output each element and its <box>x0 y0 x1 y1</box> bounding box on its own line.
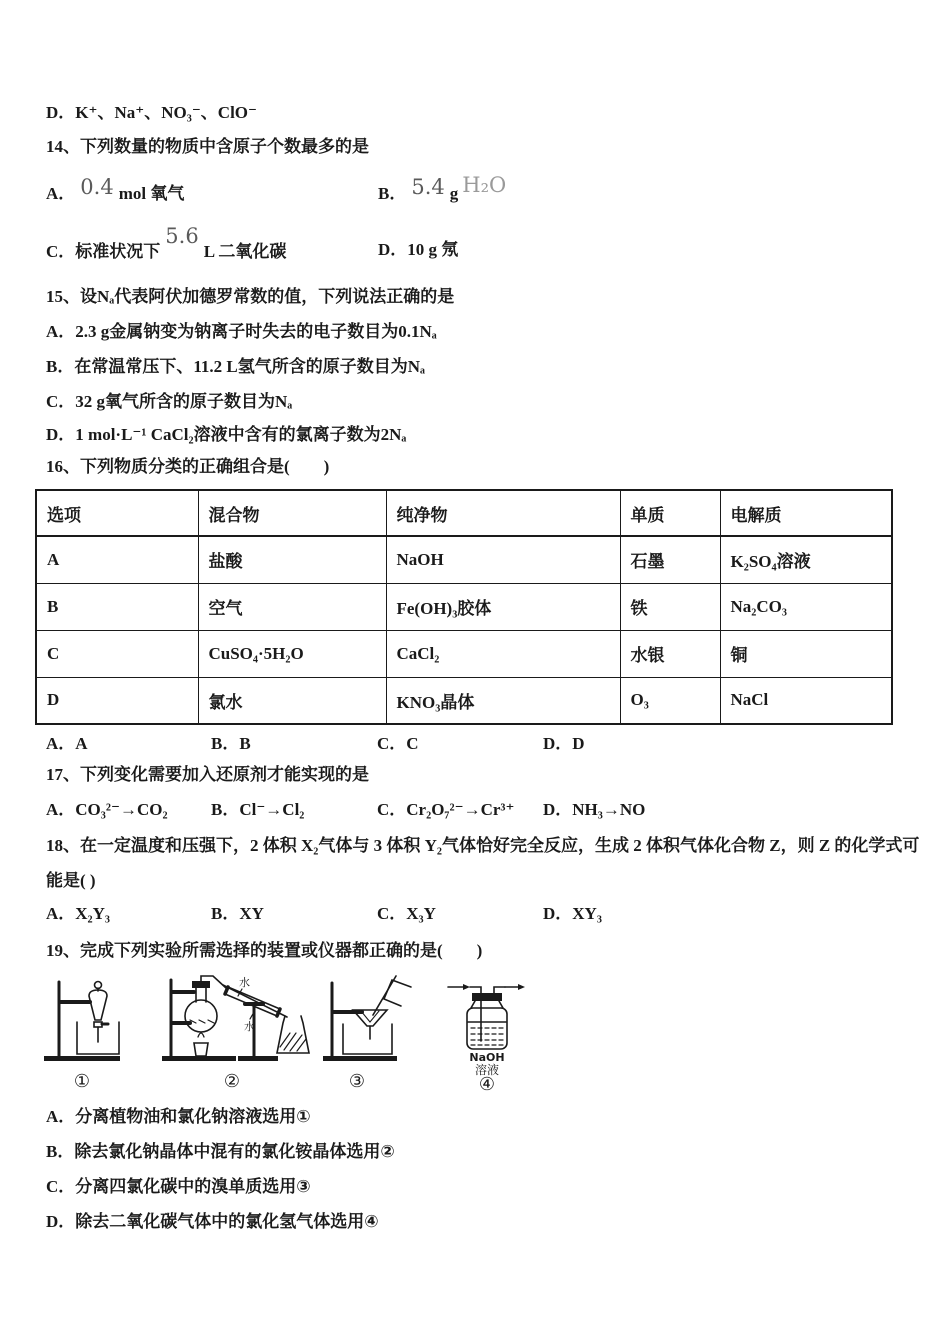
option-c-post: L 二氧化碳 <box>203 242 287 261</box>
table-cell: O₃ <box>620 677 720 724</box>
table-row <box>36 536 892 583</box>
question-17-option-d: D．NH₃→NO <box>543 800 646 819</box>
table-header-row <box>36 490 892 536</box>
table-header-cell: 电解质 <box>720 490 892 536</box>
option-b-label: B． <box>378 184 407 203</box>
classification-table <box>35 489 893 725</box>
question-14-title: 14、下列数量的物质中含原子个数最多的是 <box>46 137 369 156</box>
table-cell: KNO₃晶体 <box>386 677 620 724</box>
formula-0-4: 0.4 <box>80 175 114 199</box>
table-cell: K₂SO₄溶液 <box>720 536 892 583</box>
question-19-title: 19、完成下列实验所需选择的装置或仪器都正确的是( ) <box>46 941 483 960</box>
question-18-title-line2: 能是( ) <box>46 871 96 890</box>
option-a-text: mol 氧气 <box>118 184 185 203</box>
apparatus-1-separating-funnel <box>44 982 120 1062</box>
table-cell: CaCl₂ <box>386 630 620 677</box>
table-cell: B <box>36 583 198 630</box>
question-16-title: 16、下列物质分类的正确组合是( ) <box>46 457 330 476</box>
question-16-answer-b: B．B <box>211 734 251 753</box>
table-header-cell: 纯净物 <box>386 490 620 536</box>
question-17-option-a: A．CO₃²⁻→CO₂ <box>46 800 168 819</box>
formula-h2o: H₂O <box>462 173 507 197</box>
question-13-option-d: D．K⁺、Na⁺、NO₃⁻、ClO⁻ <box>46 103 257 122</box>
table-cell: 盐酸 <box>198 536 386 583</box>
water-label-top: 水 <box>239 976 250 989</box>
question-18-options <box>46 903 926 925</box>
question-17-options <box>46 799 926 821</box>
apparatus-2-distillation <box>162 976 309 1061</box>
question-14-option-d: D．10 g 氖 <box>378 240 459 259</box>
formula-5-4: 5.4 <box>411 175 445 199</box>
question-19-option-d: D．除去二氧化碳气体中的氯化氢气体选用④ <box>46 1212 379 1231</box>
question-18-option-c: C．X₃Y <box>377 904 436 923</box>
question-16-answer-row <box>46 733 926 755</box>
table-row <box>36 630 892 677</box>
option-a-label: A． <box>46 184 76 203</box>
question-14-option-b <box>378 173 510 205</box>
diagram-label-3: ③ <box>348 1071 366 1092</box>
table-header-cell: 混合物 <box>198 490 386 536</box>
naoh-label: NaOH <box>469 1051 505 1064</box>
table-cell: Fe(OH)₃胶体 <box>386 583 620 630</box>
table-header-cell: 选项 <box>36 490 198 536</box>
question-15-option-c: C．32 g氧气所含的原子数目为Nₐ <box>46 392 293 411</box>
table-cell: NaCl <box>720 677 892 724</box>
question-15-title: 15、设Nₐ代表阿伏加德罗常数的值，下列说法正确的是 <box>46 287 455 306</box>
diagram-label-2: ② <box>223 1071 241 1092</box>
option-b-unit: g <box>449 184 459 203</box>
table-cell: C <box>36 630 198 677</box>
table-row <box>36 583 892 630</box>
question-15-option-d: D．1 mol·L⁻¹ CaCl₂溶液中含有的氯离子数为2Nₐ <box>46 425 407 444</box>
question-19-option-a: A．分离植物油和氯化钠溶液选用① <box>46 1107 311 1126</box>
option-c-label: C． <box>46 242 76 261</box>
question-16-answer-c: C．C <box>377 734 419 753</box>
question-14-options-cd <box>46 224 926 261</box>
table-cell: A <box>36 536 198 583</box>
option-c-pre: 标准状况下 <box>75 242 161 261</box>
apparatus-4-gas-washing-bottle <box>448 984 525 1049</box>
question-14-option-c <box>46 224 287 263</box>
table-cell: 水银 <box>620 630 720 677</box>
formula-5-6: 5.6 <box>165 224 199 248</box>
question-15-option-a: A．2.3 g金属钠变为钠离子时失去的电子数目为0.1Nₐ <box>46 322 437 341</box>
question-18-option-d: D．XY₃ <box>543 904 602 923</box>
solution-label: 溶液 <box>474 1063 500 1077</box>
question-16-answer-d: D．D <box>543 734 585 753</box>
question-16-answer-a: A．A <box>46 734 88 753</box>
table-row <box>36 677 892 724</box>
question-14-options-ab <box>46 173 926 203</box>
table-cell: Na₂CO₃ <box>720 583 892 630</box>
table-header-cell: 单质 <box>620 490 720 536</box>
table-cell: NaOH <box>386 536 620 583</box>
question-19-option-c: C．分离四氯化碳中的溴单质选用③ <box>46 1177 311 1196</box>
question-19-option-b: B．除去氯化钠晶体中混有的氯化铵晶体选用② <box>46 1142 395 1161</box>
diagram-label-4: ④ <box>478 1074 496 1095</box>
table-cell: D <box>36 677 198 724</box>
apparatus-3-filtration <box>323 976 411 1061</box>
table-cell: 石墨 <box>620 536 720 583</box>
question-17-option-c: C．Cr₂O₇²⁻→Cr³⁺ <box>377 800 515 819</box>
table-cell: 铜 <box>720 630 892 677</box>
table-cell: CuSO₄·5H₂O <box>198 630 386 677</box>
experiment-apparatus-diagrams <box>40 975 570 1095</box>
question-15-option-b: B．在常温常压下、11.2 L氢气所含的原子数目为Nₐ <box>46 357 425 376</box>
table-cell: 空气 <box>198 583 386 630</box>
question-17-option-b: B．Cl⁻→Cl₂ <box>211 800 305 819</box>
table-cell: 铁 <box>620 583 720 630</box>
table-cell: 氯水 <box>198 677 386 724</box>
question-18-title-line1: 18、在一定温度和压强下，2 体积 X₂气体与 3 体积 Y₂气体恰好完全反应，生成 2 体积气体化合物 Z，则 Z 的化学式可 <box>46 836 920 855</box>
water-label-bottom: 水 <box>244 1020 255 1033</box>
diagram-label-1: ① <box>73 1071 91 1092</box>
question-14-option-a <box>46 175 185 205</box>
question-18-option-b: B．XY <box>211 904 264 923</box>
question-18-option-a: A．X₂Y₃ <box>46 904 111 923</box>
question-17-title: 17、下列变化需要加入还原剂才能实现的是 <box>46 765 369 784</box>
